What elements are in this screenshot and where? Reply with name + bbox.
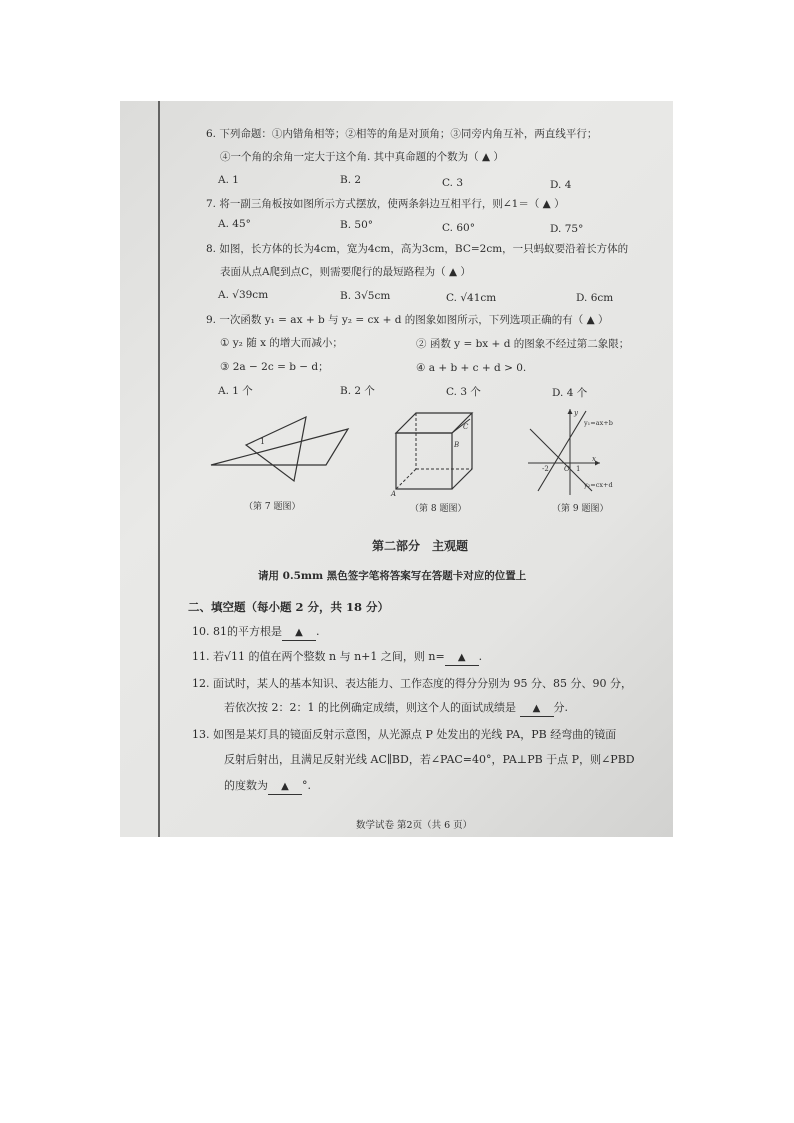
q11-blank: ▲ <box>445 651 479 666</box>
exam-page-photo <box>120 101 673 837</box>
svg-text:O: O <box>564 465 570 473</box>
q9-option-b: B. 2 个 <box>340 385 375 397</box>
svg-text:B: B <box>454 441 460 449</box>
svg-text:C: C <box>463 423 469 431</box>
q6-option-a: A. 1 <box>218 174 239 186</box>
q12-blank: ▲ <box>520 702 554 717</box>
svg-text:y₁=ax+b: y₁=ax+b <box>584 419 613 427</box>
q13-line3: 的度数为 ▲ °. <box>224 779 311 795</box>
q12-line1: 12. 面试时，某人的基本知识、表达能力、工作态度的得分分别为 95 分、85 分、90 分， <box>192 677 632 690</box>
q9-option-d: D. 4 个 <box>552 387 588 399</box>
svg-text:x: x <box>592 455 596 463</box>
q13-line2: 反射后射出，且满足反射光线 AC∥BD，若∠PAC=40°，PA⊥PB 于点 P，则∠PBD <box>224 753 635 766</box>
figure-9-caption: （第 9 题图） <box>552 504 609 514</box>
figure-9-graph <box>526 405 650 497</box>
q9-option-a: A. 1 个 <box>218 385 253 397</box>
q7-line1: 7. 将一副三角板按如图所示方式摆放，使两条斜边互相平行，则∠1＝（ ▲ ） <box>206 198 565 210</box>
q10: 10. 81的平方根是 ▲ . <box>192 625 320 641</box>
svg-text:y: y <box>574 409 578 417</box>
q7-option-d: D. 75° <box>550 223 584 235</box>
q8-option-a: A. √39cm <box>218 289 269 301</box>
svg-text:-2: -2 <box>542 465 549 473</box>
svg-text:1: 1 <box>576 465 581 473</box>
q9-line1: 9. 一次函数 y₁ = ax + b 与 y₂ = cx + d 的图象如图所示，下列选项正确的有（ ▲ ） <box>206 314 609 326</box>
page-footer: 数学试卷 第2页（共 6 页） <box>356 820 473 831</box>
svg-text:y₂=cx+d: y₂=cx+d <box>584 481 613 489</box>
margin-line <box>158 101 160 837</box>
q13-blank: ▲ <box>268 780 302 795</box>
section2-title: 二、填空题（每小题 2 分，共 18 分） <box>188 600 390 614</box>
q8-line2: 表面从点A爬到点C，则需要爬行的最短路程为（ ▲ ） <box>220 266 471 278</box>
q9-option-c: C. 3 个 <box>446 386 481 398</box>
figure-7-caption: （第 7 题图） <box>244 502 301 512</box>
q8-option-c: C. √41cm <box>446 292 497 304</box>
q6-line1: 6. 下列命题：①内错角相等；②相等的角是对顶角；③同旁内角互补，两直线平行； <box>206 128 598 140</box>
q7-option-a: A. 45° <box>218 218 251 230</box>
figure-8-caption: （第 8 题图） <box>410 504 467 514</box>
q9-s4: ④ a + b + c + d > 0. <box>416 362 527 374</box>
q6-option-d: D. 4 <box>550 179 572 191</box>
q8-option-d: D. 6cm <box>576 292 614 304</box>
q10-blank: ▲ <box>282 626 316 641</box>
q6-line2: ④一个角的余角一定大于这个角. 其中真命题的个数为（ ▲ ） <box>220 151 504 163</box>
q9-s3: ③ 2a − 2c = b − d； <box>220 361 329 373</box>
q6-option-c: C. 3 <box>442 177 464 189</box>
figure-7-angle-1-label: 1 <box>260 437 266 446</box>
q6-option-b: B. 2 <box>340 174 362 186</box>
q9-s1: ① y₂ 随 x 的增大而减小； <box>220 337 343 349</box>
q8-option-b: B. 3√5cm <box>340 290 391 302</box>
q13-line1: 13. 如图是某灯具的镜面反射示意图，从光源点 P 处发出的光线 PA，PB 经弯曲的镜面 <box>192 728 617 741</box>
q9-s2: ② 函数 y = bx + d 的图象不经过第二象限； <box>416 338 630 350</box>
q8-line1: 8. 如图，长方体的长为4cm，宽为4cm，高为3cm，BC=2cm，一只蚂蚁要沿着长方体的 <box>206 243 629 255</box>
figure-7-triangles <box>206 407 352 485</box>
q12-line2: 若依次按 2：2：1 的比例确定成绩，则这个人的面试成绩是 ▲ 分. <box>224 701 568 717</box>
q11: 11. 若√11 的值在两个整数 n 与 n+1 之间，则 n= ▲ . <box>192 650 482 666</box>
svg-text:A: A <box>391 490 397 497</box>
figure-8-cuboid <box>388 405 480 497</box>
q7-option-b: B. 50° <box>340 219 374 231</box>
part2-title: 第二部分 主观题 <box>372 539 469 553</box>
part2-instruction: 请用 0.5mm 黑色签字笔将答案写在答题卡对应的位置上 <box>258 570 527 582</box>
q7-option-c: C. 60° <box>442 222 475 234</box>
